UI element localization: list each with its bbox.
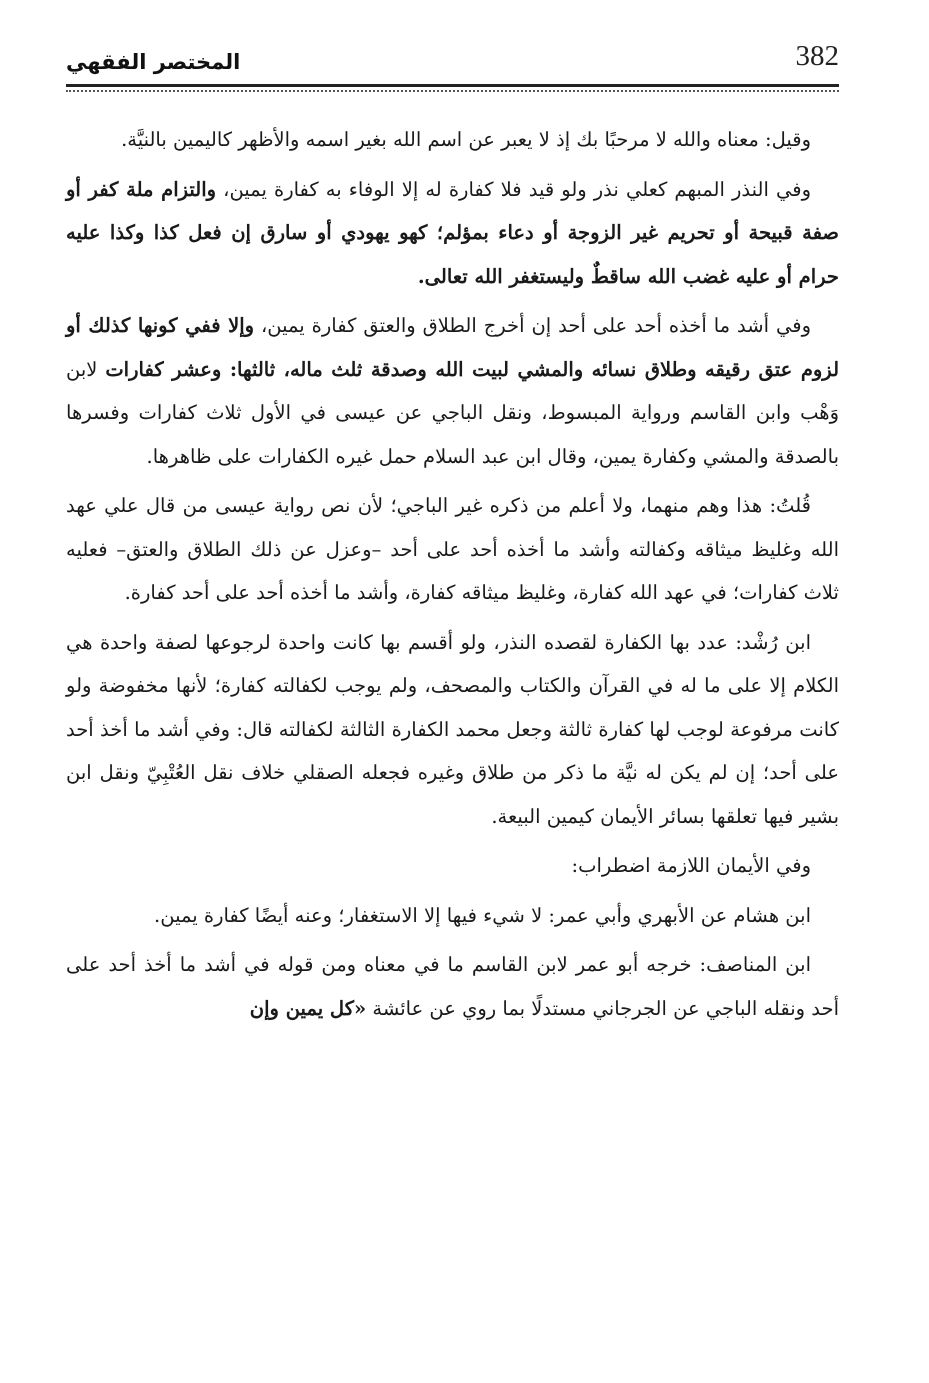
page-number: 382: [795, 40, 839, 72]
text-segment: ابن المناصف: خرجه أبو عمر لابن القاسم ما في معناه ومن قوله في أشد ما أخذ أحد على أحد ونقله الباجي عن الجرجاني مستدلًا بما روي عن عائشة: [66, 953, 839, 1020]
text-segment: وقيل: معناه والله لا مرحبًا بك إذ لا يعبر عن اسم الله بغير اسمه والأظهر كاليمين بالنيَّة.: [121, 128, 811, 151]
header-rule-dotted: [66, 90, 839, 92]
paragraph-7: [66, 894, 839, 938]
text-segment: وفي الأيمان اللازمة اضطراب:: [571, 854, 811, 877]
text-segment: لابن وَهْب وابن القاسم ورواية المبسوط، ونقل الباجي عن عيسى في الأول ثلاث كفارات وفسرها بالصدقة والمشي وكفارة يمين، وقال ابن عبد السلام حمل غيره الكفارات على ظاهرها.: [66, 357, 839, 468]
paragraph-4: [66, 484, 839, 615]
paragraph-1: [66, 118, 839, 162]
paragraph-5: [66, 621, 839, 839]
text-segment-bold: «كل يمين وإن: [249, 996, 367, 1020]
text-segment: ابن هشام عن الأبهري وأبي عمر: لا شيء فيها إلا الاستغفار؛ وعنه أيضًا كفارة يمين.: [154, 903, 811, 927]
text-segment: ابن رُشْد: عدد بها الكفارة لقصده النذر، ولو أقسم بها كانت واحدة لرجوعها لصفة واحدة هي الكلام إلا على ما له في القرآن والكتاب والمصحف، ولم يوجب لكفالته كفارة؛ لأنها مخفوضة ولو كانت مرفوعة لوجب لها كفارة ثالثة وجعل محمد الكفارة الثالثة لكفالته قال: وفي أشد ما أخذ أحد على أحد؛ إن لم يكن له نيَّة ما ذكر من طلاق وغيره فجعله الصقلي خلاف نقل العُتْبِيّ ونقل ابن بشير فيها تعلقها بسائر الأيمان كيمين البيعة.: [66, 630, 839, 828]
page-body: [66, 118, 839, 1036]
header-rule: [66, 84, 839, 87]
running-title: المختصر الفقهي: [66, 50, 241, 74]
text-segment: وفي أشد ما أخذه أحد على أحد إن أخرج الطلاق والعتق كفارة يمين،: [254, 314, 811, 337]
text-segment: قُلتُ: هذا وهم منهما، ولا أعلم من ذكره غير الباجي؛ لأن نص رواية عيسى من قال علي عهد الله وغليظ ميثاقه وكفالته وأشد ما أخذه أحد على أحد –وعزل عن ذلك الطلاق والعتق– فعليه ثلاث كفارات؛ في عهد الله كفارة، وغليظ ميثاقه كفارة، وأشد ما أخذه أحد على أحد كفارة.: [66, 494, 839, 604]
paragraph-2: [66, 168, 839, 299]
page-header: [66, 34, 839, 86]
text-segment-bold: وإلا ففي كونها كذلك أو لزوم عتق رقيقه وطلاق نسائه والمشي لبيت الله وصدقة ثلث ماله، ثالثها: وعشر كفارات: [66, 314, 840, 381]
paragraph-3: [66, 304, 839, 478]
text-segment-bold: والتزام ملة كفر أو صفة قبيحة أو تحريم غير الزوجة أو دعاء بمؤلم؛ كهو يهودي أو سارق إن فعل كذا وكذا عليه حرام أو عليه غضب الله ساقطٌ وليستغفر الله تعالى.: [66, 177, 839, 288]
paragraph-8: [66, 943, 839, 1030]
text-segment: وفي النذر المبهم كعلي نذر ولو قيد فلا كفارة له إلا الوفاء به كفارة يمين،: [216, 177, 811, 201]
paragraph-6: [66, 844, 839, 888]
